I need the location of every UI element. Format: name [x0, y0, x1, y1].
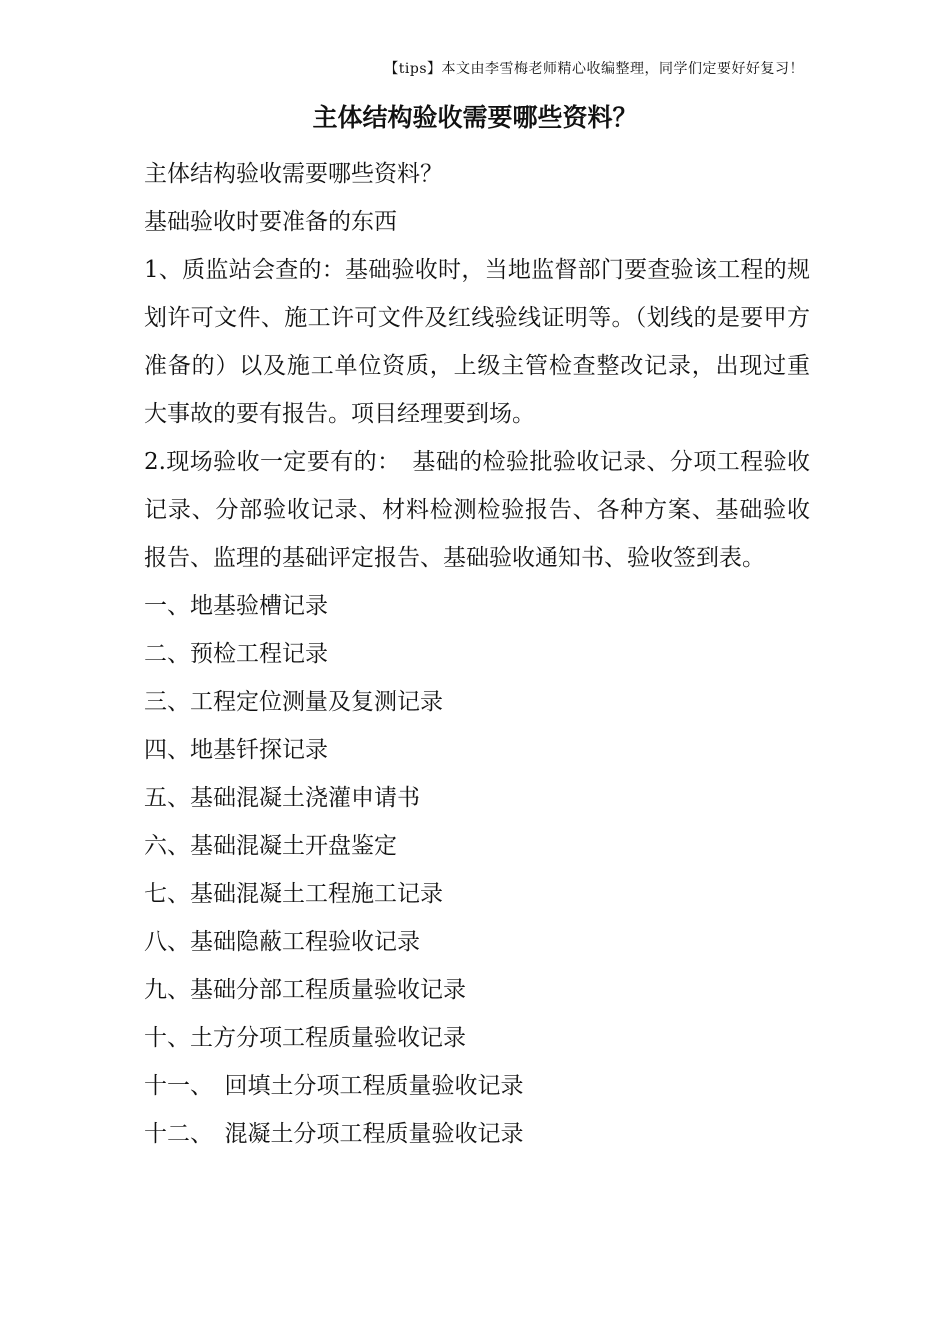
list-item: 四、地基钎探记录 — [144, 737, 328, 763]
document-body — [144, 150, 810, 1158]
list-item: 十、土方分项工程质量验收记录 — [144, 1025, 466, 1051]
list-item: 六、基础混凝土开盘鉴定 — [144, 833, 397, 859]
paragraph-point-1: 1、质监站会查的：基础验收时，当地监督部门要查验该工程的规划许可文件、施工许可文件及红线验线证明等。（划线的是要甲方准备的）以及施工单位资质，上级主管检查整改记录，出现过重大事故的要有报告。项目经理要到场。 — [144, 257, 810, 427]
list-item: 十一、 回填土分项工程质量验收记录 — [144, 1073, 524, 1099]
document-title: 主体结构验收需要哪些资料？ — [312, 103, 638, 132]
list-item: 三、工程定位测量及复测记录 — [144, 689, 443, 715]
record-list — [144, 582, 810, 1158]
header-tips: 【tips】本文由李雪梅老师精心收编整理，同学们定要好好复习！ — [384, 61, 804, 77]
list-item: 五、基础混凝土浇灌申请书 — [144, 785, 420, 811]
list-item: 七、基础混凝土工程施工记录 — [144, 881, 443, 907]
paragraph-point-2: 2.现场验收一定要有的： 基础的检验批验收记录、分项工程验收记录、分部验收记录、材料检测检验报告、各种方案、基础验收报告、监理的基础评定报告、基础验收通知书、验收签到表。 — [144, 449, 810, 571]
list-item: 十二、 混凝土分项工程质量验收记录 — [144, 1121, 524, 1147]
list-item: 一、地基验槽记录 — [144, 593, 328, 619]
list-item: 八、基础隐蔽工程验收记录 — [144, 929, 420, 955]
paragraph-section-heading: 基础验收时要准备的东西 — [144, 209, 397, 235]
paragraph-subtitle: 主体结构验收需要哪些资料？ — [144, 161, 443, 187]
list-item: 二、预检工程记录 — [144, 641, 328, 667]
list-item: 九、基础分部工程质量验收记录 — [144, 977, 466, 1003]
